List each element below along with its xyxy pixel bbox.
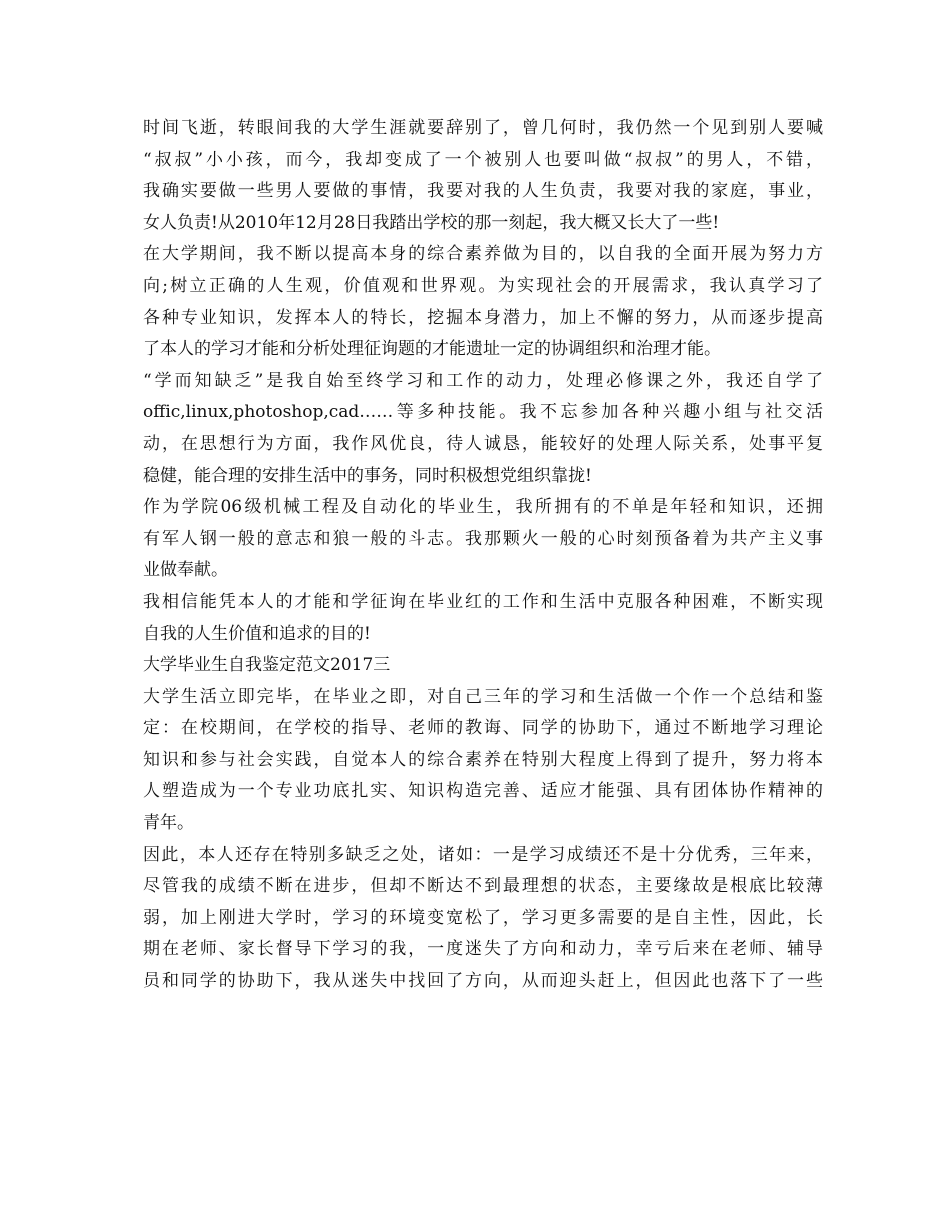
- text-line: 弱，加上刚进大学时，学习的环境变宽松了，学习更多需要的是自主性，因此，长: [143, 907, 823, 928]
- text-line: 我确实要做一些男人要做的事情，我要对我的人生负责，我要对我的家庭，事业，: [143, 181, 823, 202]
- section-heading: 大学毕业生自我鉴定范文2017三: [143, 655, 391, 676]
- text-line: 业做奉献。: [143, 560, 228, 581]
- text-line: 稳健，能合理的安排生活中的事务，同时积极想党组织靠拢!: [143, 465, 592, 486]
- text-line: 在大学期间，我不断以提高本身的综合素养做为目的，以自我的全面开展为努力方: [143, 244, 823, 265]
- text-line: 各种专业知识，发挥本人的特长，挖掘本身潜力，加上不懈的努力，从而逐步提高: [143, 307, 823, 328]
- text-line: 了本人的学习才能和分析处理征询题的才能遗址一定的协调组织和治理才能。: [143, 339, 721, 360]
- text-line: 动，在思想行为方面，我作风优良，待人诚恳，能较好的处理人际关系，处事平复: [143, 433, 823, 454]
- text-line: 有军人钢一般的意志和狼一般的斗志。我那颗火一般的心时刻预备着为共产主义事: [143, 528, 823, 549]
- text-line: 大学生活立即完毕，在毕业之即，对自己三年的学习和生活做一个作一个总结和鉴: [143, 686, 823, 707]
- text-line: 女人负责!从2010年12月28日我踏出学校的那一刻起，我大概又长大了一些!: [143, 212, 720, 233]
- text-line: 因此，本人还存在特别多缺乏之处，诸如：一是学习成绩还不是十分优秀，三年来，: [143, 844, 823, 865]
- text-line: 时间飞逝，转眼间我的大学生涯就要辞别了，曾几何时，我仍然一个见到别人要喊: [143, 118, 823, 138]
- text-line: 人塑造成为一个专业功底扎实、知识构造完善、适应才能强、具有团体协作精神的: [143, 781, 823, 802]
- text-line: 期在老师、家长督导下学习的我，一度迷失了方向和动力，幸亏后来在老师、辅导: [143, 939, 823, 960]
- text-line: 尽管我的成绩不断在进步，但却不断达不到最理想的状态，主要缘故是根底比较薄: [143, 876, 823, 897]
- text-line: offic,linux,photoshop,cad……等多种技能。我不忘参加各种兴趣小组与社交活: [143, 402, 823, 423]
- text-line: 知识和参与社会实践，自觉本人的综合素养在特别大程度上得到了提升，努力将本: [143, 749, 823, 770]
- text-line: “学而知缺乏”是我自始至终学习和工作的动力，处理必修课之外，我还自学了: [143, 370, 823, 391]
- text-line: “叔叔”小小孩，而今，我却变成了一个被别人也要叫做“叔叔”的男人，不错，: [143, 149, 823, 170]
- text-line: 员和同学的协助下，我从迷失中找回了方向，从而迎头赶上，但因此也落下了一些: [143, 971, 823, 992]
- text-line: 定：在校期间，在学校的指导、老师的教诲、同学的协助下，通过不断地学习理论: [143, 718, 823, 739]
- text-line: 自我的人生价值和追求的目的!: [143, 623, 371, 644]
- text-line: 向;树立正确的人生观，价值观和世界观。为实现社会的开展需求，我认真学习了: [143, 275, 823, 296]
- text-line: 我相信能凭本人的才能和学征询在毕业红的工作和生活中克服各种困难，不断实现: [143, 591, 823, 612]
- text-line: 青年。: [143, 813, 194, 834]
- body-text: [143, 113, 823, 998]
- text-line: 作为学院06级机械工程及自动化的毕业生，我所拥有的不单是年轻和知识，还拥: [143, 497, 823, 518]
